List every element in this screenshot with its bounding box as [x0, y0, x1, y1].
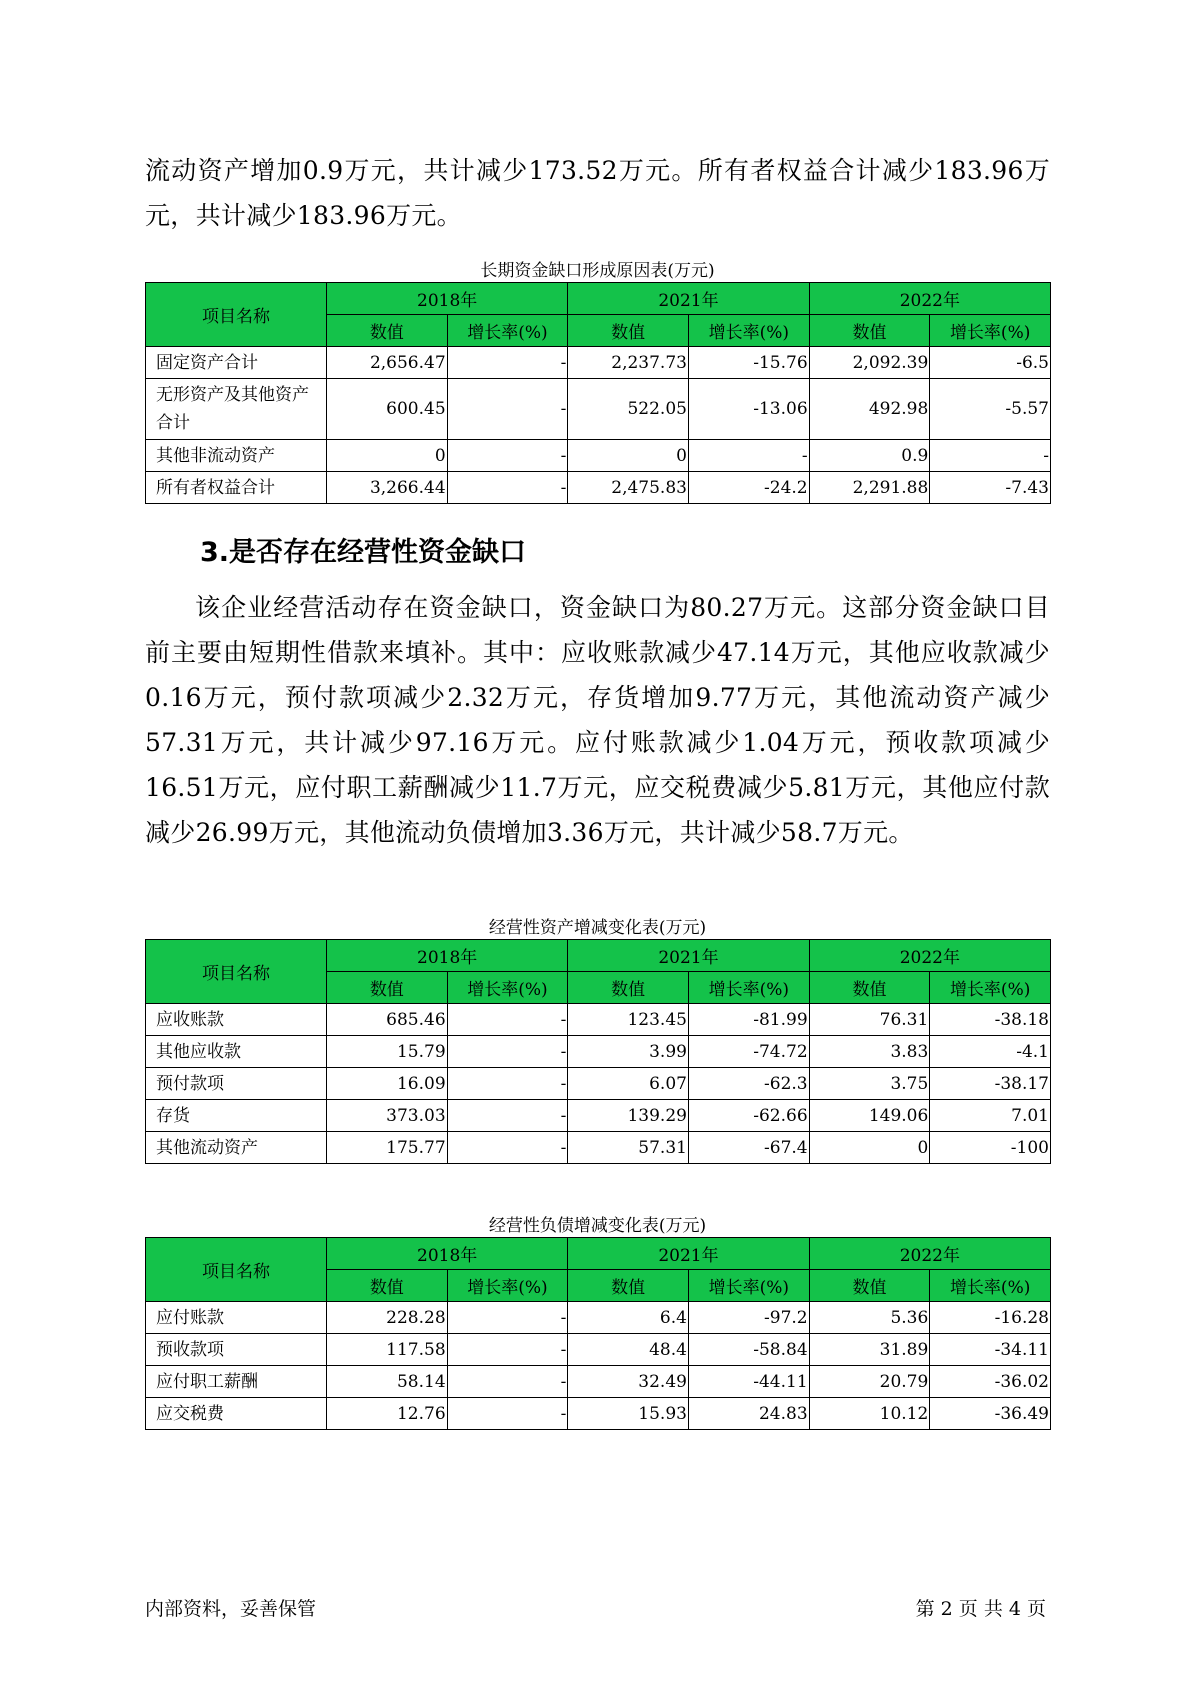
row-item-name: 应交税费: [146, 1398, 327, 1430]
cell-value: 228.28: [326, 1302, 447, 1334]
cell-growth-rate: -67.4: [688, 1132, 809, 1164]
cell-growth-rate: 7.01: [930, 1100, 1051, 1132]
header-value: 数值: [326, 972, 447, 1004]
cell-growth-rate: -6.5: [930, 347, 1051, 379]
header-year: 2018年: [326, 1238, 567, 1270]
cell-value: 685.46: [326, 1004, 447, 1036]
cell-value: 32.49: [568, 1366, 689, 1398]
header-growth-rate: 增长率(%): [447, 315, 568, 347]
header-value: 数值: [809, 972, 930, 1004]
cell-growth-rate: -15.76: [688, 347, 809, 379]
section-heading: 3.是否存在经营性资金缺口: [200, 537, 527, 568]
cell-value: 492.98: [809, 379, 930, 440]
table-row: [146, 347, 1051, 379]
cell-growth-rate: -13.06: [688, 379, 809, 440]
table-row: [146, 472, 1051, 504]
cell-value: 6.07: [568, 1068, 689, 1100]
cell-growth-rate: -24.2: [688, 472, 809, 504]
cell-growth-rate: -62.3: [688, 1068, 809, 1100]
cell-value: 57.31: [568, 1132, 689, 1164]
table-row: [146, 1398, 1051, 1430]
cell-value: 76.31: [809, 1004, 930, 1036]
header-item-name: 项目名称: [146, 283, 327, 347]
table-row: [146, 440, 1051, 472]
header-value: 数值: [326, 1270, 447, 1302]
header-growth-rate: 增长率(%): [930, 972, 1051, 1004]
cell-growth-rate: -38.18: [930, 1004, 1051, 1036]
header-growth-rate: 增长率(%): [447, 1270, 568, 1302]
cell-growth-rate: -: [447, 1132, 568, 1164]
cell-value: 373.03: [326, 1100, 447, 1132]
header-year: 2022年: [809, 283, 1050, 315]
table-row: [146, 1004, 1051, 1036]
cell-growth-rate: -62.66: [688, 1100, 809, 1132]
cell-value: 149.06: [809, 1100, 930, 1132]
cell-value: 0.9: [809, 440, 930, 472]
cell-growth-rate: -: [447, 347, 568, 379]
cell-growth-rate: -: [447, 1334, 568, 1366]
cell-value: 2,092.39: [809, 347, 930, 379]
header-value: 数值: [809, 1270, 930, 1302]
cell-value: 522.05: [568, 379, 689, 440]
table-row: [146, 1334, 1051, 1366]
header-value: 数值: [568, 972, 689, 1004]
cell-growth-rate: -5.57: [930, 379, 1051, 440]
cell-value: 58.14: [326, 1366, 447, 1398]
cell-value: 15.79: [326, 1036, 447, 1068]
operating-liabilities-change-table: [145, 1237, 1051, 1430]
cell-value: 31.89: [809, 1334, 930, 1366]
header-year: 2018年: [326, 940, 567, 972]
cell-growth-rate: -4.1: [930, 1036, 1051, 1068]
cell-value: 20.79: [809, 1366, 930, 1398]
cell-value: 3,266.44: [326, 472, 447, 504]
long-term-funding-gap-table: [145, 282, 1051, 504]
header-growth-rate: 增长率(%): [447, 972, 568, 1004]
header-item-name: 项目名称: [146, 940, 327, 1004]
cell-value: 139.29: [568, 1100, 689, 1132]
cell-value: 2,237.73: [568, 347, 689, 379]
cell-growth-rate: -74.72: [688, 1036, 809, 1068]
cell-growth-rate: -100: [930, 1132, 1051, 1164]
cell-value: 3.99: [568, 1036, 689, 1068]
body-paragraph: 该企业经营活动存在资金缺口，资金缺口为80.27万元。这部分资金缺口目前主要由短期性借款来填补。其中：应收账款减少47.14万元，其他应收款减少0.16万元，预付款项减少2.32万元，存货增加9.77万元，其他流动资产减少57.31万元，共计减少97.16万元。应付账款减少1.04万元，预收款项减少16.51万元，应付职工薪酬减少11.7万元，应交税费减少5.81万元，其他应付款减少26.99万元，其他流动负债增加3.36万元，共计减少58.7万元。: [145, 593, 1050, 847]
cell-growth-rate: -81.99: [688, 1004, 809, 1036]
header-growth-rate: 增长率(%): [688, 1270, 809, 1302]
cell-growth-rate: -34.11: [930, 1334, 1051, 1366]
header-value: 数值: [568, 315, 689, 347]
header-growth-rate: 增长率(%): [930, 1270, 1051, 1302]
table-row: [146, 1132, 1051, 1164]
cell-value: 5.36: [809, 1302, 930, 1334]
cell-value: 117.58: [326, 1334, 447, 1366]
header-value: 数值: [326, 315, 447, 347]
cell-value: 0: [326, 440, 447, 472]
cell-growth-rate: -16.28: [930, 1302, 1051, 1334]
row-item-name: 存货: [146, 1100, 327, 1132]
table3-caption: 经营性负债增减变化表(万元): [488, 1216, 707, 1236]
cell-value: 2,475.83: [568, 472, 689, 504]
cell-value: 175.77: [326, 1132, 447, 1164]
header-growth-rate: 增长率(%): [688, 972, 809, 1004]
cell-growth-rate: -: [447, 440, 568, 472]
table-row: [146, 1068, 1051, 1100]
row-item-name: 其他流动资产: [146, 1132, 327, 1164]
cell-growth-rate: -: [447, 1036, 568, 1068]
cell-value: 3.83: [809, 1036, 930, 1068]
table1-caption: 长期资金缺口形成原因表(万元): [480, 261, 715, 281]
row-item-name: 固定资产合计: [146, 347, 327, 379]
row-item-name: 应收账款: [146, 1004, 327, 1036]
cell-growth-rate: -: [688, 440, 809, 472]
cell-growth-rate: -: [447, 1366, 568, 1398]
cell-growth-rate: 24.83: [688, 1398, 809, 1430]
cell-growth-rate: -: [447, 1068, 568, 1100]
cell-value: 12.76: [326, 1398, 447, 1430]
intro-paragraph: 流动资产增加0.9万元，共计减少173.52万元。所有者权益合计减少183.96万元，共计减少183.96万元。: [145, 156, 1050, 230]
cell-value: 16.09: [326, 1068, 447, 1100]
table-row: [146, 1036, 1051, 1068]
header-year: 2022年: [809, 940, 1050, 972]
header-year: 2021年: [568, 940, 809, 972]
cell-growth-rate: -97.2: [688, 1302, 809, 1334]
row-item-name: 无形资产及其他资产合计: [146, 379, 327, 440]
cell-value: 600.45: [326, 379, 447, 440]
row-item-name: 预付款项: [146, 1068, 327, 1100]
row-item-name: 所有者权益合计: [146, 472, 327, 504]
cell-growth-rate: -: [447, 379, 568, 440]
header-value: 数值: [809, 315, 930, 347]
table2-caption: 经营性资产增减变化表(万元): [488, 918, 707, 938]
cell-growth-rate: -36.49: [930, 1398, 1051, 1430]
cell-growth-rate: -: [447, 1004, 568, 1036]
cell-growth-rate: -: [447, 1398, 568, 1430]
cell-growth-rate: -: [447, 1100, 568, 1132]
row-item-name: 其他非流动资产: [146, 440, 327, 472]
table-row: [146, 1302, 1051, 1334]
table-row: [146, 1100, 1051, 1132]
cell-value: 0: [568, 440, 689, 472]
table-row: [146, 1366, 1051, 1398]
cell-value: 2,656.47: [326, 347, 447, 379]
header-year: 2021年: [568, 283, 809, 315]
cell-growth-rate: -: [447, 1302, 568, 1334]
cell-value: 15.93: [568, 1398, 689, 1430]
row-item-name: 应付职工薪酬: [146, 1366, 327, 1398]
operating-assets-change-table: [145, 939, 1051, 1164]
header-growth-rate: 增长率(%): [930, 315, 1051, 347]
cell-growth-rate: -38.17: [930, 1068, 1051, 1100]
row-item-name: 应付账款: [146, 1302, 327, 1334]
cell-growth-rate: -7.43: [930, 472, 1051, 504]
footer-confidential-note: 内部资料，妥善保管: [145, 1598, 317, 1620]
cell-value: 6.4: [568, 1302, 689, 1334]
cell-value: 10.12: [809, 1398, 930, 1430]
cell-value: 0: [809, 1132, 930, 1164]
cell-growth-rate: -: [447, 472, 568, 504]
header-value: 数值: [568, 1270, 689, 1302]
cell-value: 2,291.88: [809, 472, 930, 504]
header-year: 2018年: [326, 283, 567, 315]
header-year: 2022年: [809, 1238, 1050, 1270]
cell-growth-rate: -58.84: [688, 1334, 809, 1366]
cell-value: 3.75: [809, 1068, 930, 1100]
header-growth-rate: 增长率(%): [688, 315, 809, 347]
footer-page-number: 第 2 页 共 4 页: [915, 1598, 1046, 1620]
cell-growth-rate: -44.11: [688, 1366, 809, 1398]
row-item-name: 其他应收款: [146, 1036, 327, 1068]
cell-growth-rate: -: [930, 440, 1051, 472]
header-item-name: 项目名称: [146, 1238, 327, 1302]
cell-value: 48.4: [568, 1334, 689, 1366]
table-row: [146, 379, 1051, 440]
cell-growth-rate: -36.02: [930, 1366, 1051, 1398]
row-item-name: 预收款项: [146, 1334, 327, 1366]
cell-value: 123.45: [568, 1004, 689, 1036]
header-year: 2021年: [568, 1238, 809, 1270]
